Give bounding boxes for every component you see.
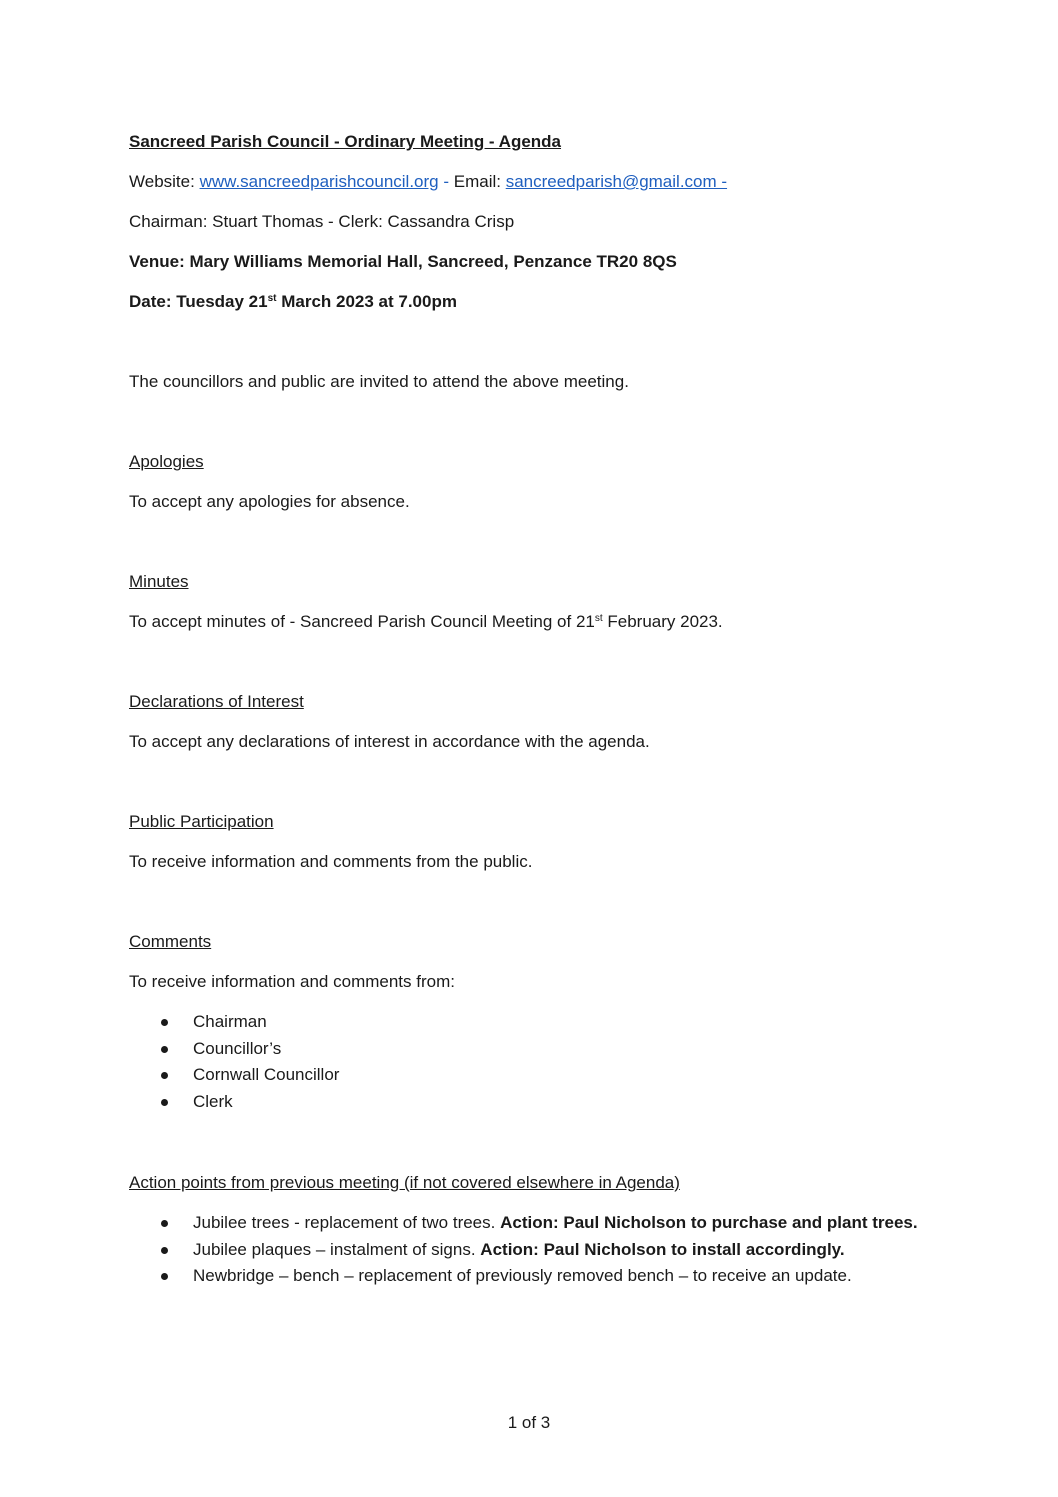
action-points-heading: Action points from previous meeting (if not covered elsewhere in Agenda) <box>129 1173 680 1192</box>
minutes-text-suffix: February 2023. <box>602 612 723 631</box>
action-text: Jubilee trees - replacement of two trees. <box>193 1213 501 1232</box>
date-prefix: Date: Tuesday 21 <box>129 292 268 311</box>
list-item <box>129 1237 918 1264</box>
action-text: Jubilee plaques – instalment of signs. <box>193 1239 481 1259</box>
minutes-text <box>129 611 723 633</box>
comments-text: To receive information and comments from: <box>129 972 455 991</box>
action-points-list <box>129 1210 918 1290</box>
date-line <box>129 291 457 313</box>
website-separator: - <box>438 172 450 191</box>
declarations-heading: Declarations of Interest <box>129 692 304 711</box>
list-item <box>129 1036 339 1063</box>
declarations-text: To accept any declarations of interest in accordance with the agenda. <box>129 732 650 751</box>
minutes-text-prefix: To accept minutes of - Sancreed Parish Council Meeting of 21 <box>129 612 595 631</box>
email-link[interactable]: sancreedparish@gmail.com - <box>505 172 728 191</box>
page-number: 1 of 3 <box>507 1413 551 1432</box>
bullet-icon <box>161 1072 168 1079</box>
list-item-label: Chairman <box>193 1012 267 1031</box>
minutes-ordinal: st <box>594 613 603 624</box>
list-item <box>129 1089 339 1116</box>
email-label: Email: <box>449 172 506 191</box>
date-suffix: March 2023 at 7.00pm <box>276 292 457 311</box>
list-item <box>129 1210 918 1237</box>
list-item-label: Councillor’s <box>193 1038 282 1058</box>
officers-line: Chairman: Stuart Thomas - Clerk: Cassandra Crisp <box>129 212 515 231</box>
website-label: Website: <box>129 172 200 191</box>
bullet-icon <box>161 1019 168 1026</box>
list-item-label: Cornwall Councillor <box>193 1065 340 1085</box>
list-item-label: Clerk <box>193 1092 233 1112</box>
bullet-icon <box>161 1220 168 1227</box>
list-item <box>129 1062 339 1089</box>
action-text: Newbridge – bench – replacement of previously removed bench – to receive an update. <box>193 1266 852 1286</box>
intro-text: The councillors and public are invited to attend the above meeting. <box>129 372 629 391</box>
list-item <box>129 1263 918 1290</box>
apologies-text: To accept any apologies for absence. <box>129 492 410 511</box>
bullet-icon <box>161 1046 168 1053</box>
comments-list <box>129 1009 339 1116</box>
comments-heading: Comments <box>129 932 212 951</box>
contact-line <box>129 171 727 193</box>
venue-line: Venue: Mary Williams Memorial Hall, Sancreed, Penzance TR20 8QS <box>129 252 677 271</box>
action-owner: Action: Paul Nicholson to purchase and plant trees. <box>500 1213 918 1232</box>
bullet-icon <box>161 1247 168 1254</box>
date-ordinal: st <box>267 293 277 304</box>
apologies-heading: Apologies <box>129 452 204 471</box>
public-participation-heading: Public Participation <box>129 812 274 831</box>
website-link[interactable]: www.sancreedparishcouncil.org <box>199 172 439 191</box>
action-owner: Action: Paul Nicholson to install accordingly. <box>480 1239 845 1259</box>
list-item <box>129 1009 339 1036</box>
bullet-icon <box>161 1099 168 1106</box>
bullet-icon <box>161 1273 168 1280</box>
public-participation-text: To receive information and comments from the public. <box>129 852 533 871</box>
minutes-heading: Minutes <box>129 572 189 591</box>
document-title: Sancreed Parish Council - Ordinary Meeting - Agenda <box>129 132 562 151</box>
